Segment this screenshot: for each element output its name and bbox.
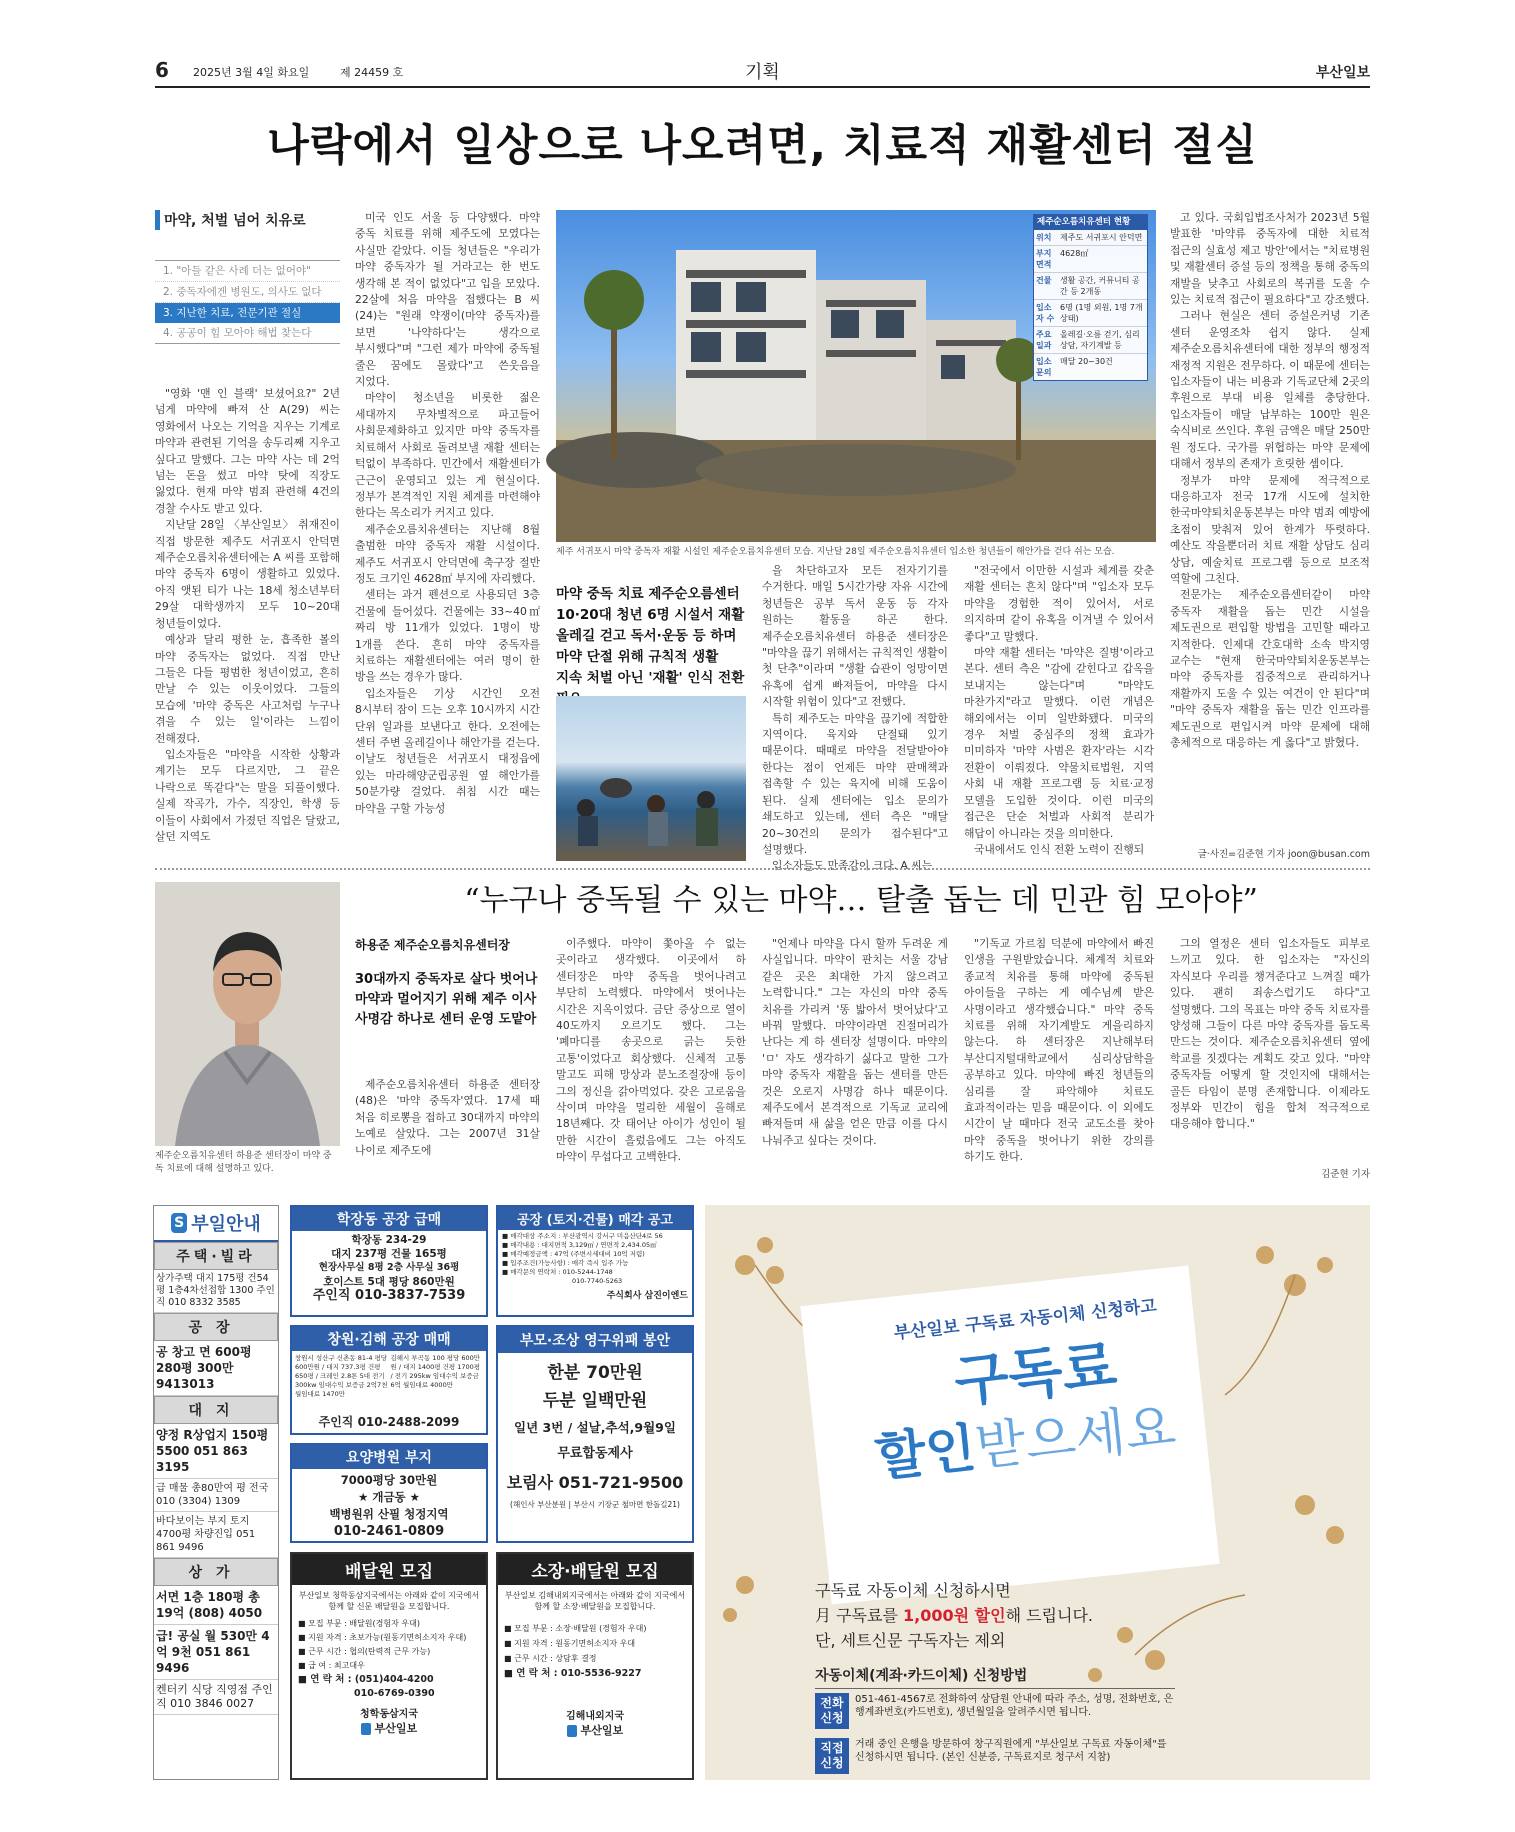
ad-row: ■ 급 여 : 최고대우 [298,1661,365,1670]
ad-row: ■ 근무 시간 : 협의(탄력적 근무 가능) [298,1647,431,1656]
promo-big-2a: 할인 [872,1418,979,1489]
ad-contact: 010-2461-0809 [333,1524,445,1539]
ad-memorial [496,1325,694,1543]
ad-body [292,1231,486,1303]
main-photo-caption: 제주 서귀포시 마약 중독자 재활 시설인 제주순오름치유센터 모습. 지난달 28일 제주순오름치유센터 입소한 청년들이 해안가를 걷다 쉬는 모습. [556,547,1115,557]
promo-desc-2 [815,1603,1235,1628]
interview-col-5 [1170,936,1370,1160]
info-value: 매달 20~30건 [1060,357,1113,366]
article-column-6 [1170,210,1370,840]
ad-title: 요양병원 부지 [292,1445,486,1469]
brand-logo-icon [361,1723,371,1735]
ad-body [292,1617,486,1701]
category-head: 공장 [154,1313,278,1341]
classified-item: 바다보이는 부지 토지 4700평 차량진입 051 861 9496 [154,1512,278,1558]
ad-body [292,1469,486,1540]
article-column-1 [155,386,340,861]
paragraph: 제주순오름치유센터 하용준 센터장(48)은 '마약 중독자'였다. 17세 때 처음 히로뽕을 접하고 30대까지 마약의 노예로 살았다. 그는 2007년 31살 나이로 제주도에 [355,1078,540,1157]
ad-title: 창원·김해 공장 매매 [292,1327,486,1351]
ad-line: 무료합동제사 [557,1446,633,1461]
series-item: 1. "아들 같은 사례 더는 없어야" [155,261,340,282]
method-label: 직접 신청 [815,1738,849,1774]
ad-title: 부모·조상 영구위패 봉안 [498,1327,692,1353]
series-box [155,210,340,370]
ad-line: 백병원위 산필 청정지역 [329,1507,449,1521]
paragraph: 을 차단하고자 모든 전자기기를 수거한다. 매일 5시간가량 자유 시간에 청년들은 공부 독서 운동 등 각자 원하는 활동을 하곤 한다. 제주순오름치유센터 하용준 센터장은 "마약을 끊기 위해서는 규칙적인 생활이 첫 단추"이라며 "생활 습관이 엉망이면 유혹에 쉽게 빠져들어, 마약을 다시 시작할 위험이 있다"고 전했다. [762,564,948,709]
promo-discount: 1,000원 할인 [903,1606,1006,1625]
classified-item: 공 창고 면 600평 280평 300만 9413013 [154,1341,278,1396]
issue-date: 2025년 3월 4일 화요일 [193,66,310,79]
ad-contact: 주인직 010-3837-7539 [312,1288,466,1303]
paragraph: "기독교 가르침 덕분에 마약에서 빠진 인생을 구원받았습니다. 체계적 치료와 종교적 치유를 통해 마약에 중독된 아이들을 구하는 게 예수님께 받은 사명이라고 생각했습니다." 마약 중독 치료를 위해 자기계발도 게을리하지 않는다. 하 센터장은 지난해부터 부산디지털대학교에서 심리상담학을 공부하고 있다. 마약에 빠진 청년들의 심리를 잘 파악해야 치료도 효과적이라는 믿음 때문이다. 이 외에도 시간이 날 때마다 전국 교도소를 찾아 마약 중독을 벗어나기 위한 강의를 하기도 한다. [964,937,1154,1164]
beach-photo [556,696,746,861]
interview-deck: 30대까지 중독자로 살다 벗어나 마약과 멀어지기 위해 제주 이사 사명감 하나로 센터 운영 도맡아 [355,972,538,1027]
paragraph: 그러나 현실은 센터 증설은커녕 기존 센터 운영조차 쉽지 않다. 실제 제주순오름치유센터에 대한 정부의 행정적 재정적 지원은 전무하다. 이 때문에 센터는 입소자들이 내는 비용과 기독교단체 2곳의 후원으로 부대 비용 일체를 충당한다. 입소자들이 매달 납부하는 100만 원은 숙식비로 쓰인다. 후원 금액은 매달 250만 원 정도다. 국가를 위협하는 마약 문제에 대해서 정부의 존재가 흐릿한 셈이다. [1170,309,1370,471]
ad-line: 현장사무실 8평 2층 사무실 36평 [318,1262,460,1273]
method-text: 거래 중인 은행을 방문하여 창구직원에게 "부산일보 구독료 자동이체"를 신청하시면 됩니다. (본인 신분증, 구독료지로 청구서 지참) [855,1739,1167,1763]
classified-item: 서면 1층 180평 총19억 (808) 4050 [154,1586,278,1625]
page-header [155,58,1370,88]
issue-number: 제 24459 호 [340,66,404,79]
interview-col-1 [355,1077,540,1187]
article-column-2 [355,210,540,861]
ad-row: ■ 지원 자격 : 초보가능(원동기면허소지자 우대) [298,1633,467,1642]
classified-item: 급! 공실 월 530만 4억 9천 051 861 9496 [154,1625,278,1680]
paragraph: 특히 제주도는 마약을 끊기에 적합한 지역이다. 육지와 단절돼 있기 때문이다. 때때로 마약을 전달받아야 한다는 점이 언제든 마약 판매책과 접촉할 수 있는 육지에 비해 도움이 된다. 실제 센터에는 입소 문의가 쇄도하고 있는데, 센터 측은 "매달 20~30건의 문의가 접수된다"고 설명했다. [762,711,948,856]
ad-line: ★ 개금동 ★ [358,1490,420,1504]
section-name: 기획 [745,62,780,83]
interview-col-3 [762,936,948,1186]
ad-sign: 청학동삼지국 [360,1709,418,1720]
byline: 글·사진=김준현 기자 joon@busan.com [1197,849,1370,860]
ad-row: ■ 모집 부문 : 소장·배달원 (경험자 우대) [504,1624,647,1633]
ad-intro: 부산일보 김해내외지국에서는 아래와 같이 지국에서 함께 할 소장·배달원을 모집합니다. [504,1591,686,1611]
ad-brand [498,1722,692,1738]
article-column-5 [964,563,1154,861]
interview-headline: “누구나 중독될 수 있는 마약… 탈출 돕는 데 민관 힘 모아야” [464,883,1258,918]
ad-body [498,1621,692,1681]
info-value: 4628㎡ [1060,249,1089,258]
ad-line: 두분 일백만원 [542,1391,648,1411]
classified-column [153,1205,279,1780]
paragraph: 제주순오름치유센터는 지난해 8월 출범한 마약 중독자 재활 시설이다. 제주도 서귀포시 안덕면에 축구장 절반 정도 크기인 4628㎡ 부지에 자리했다. [355,522,540,585]
interview-col-4 [964,936,1154,1186]
main-photo [556,210,1156,542]
brand-logo-icon: S [171,1213,187,1233]
category-head: 상가 [154,1558,278,1586]
paragraph: 마약 재활 센터는 '마약은 질병'이라고 본다. 센터 측은 "감에 갇힌다고 갑옥을 보내지는 않는다"며 "마약도 마찬가지"라고 말했다. 이런 개념은 해외에서는 이미 일반화됐다. 미국의 경우 처벌 중심주의 정책 효과가 미미하자 '마약 사범은 환자'라는 시각 전환이 이뤄졌다. 약물치료법원, 지역 사회 내 재활 프로그램 등 치료·교정 모델을 도입한 것이다. 이런 미국의 접근은 단순 처벌과 사회적 분리가 해답이 아니라는 것을 의미한다. [964,646,1154,840]
info-row [1034,230,1147,246]
classified-item: 급 매물 총80만여 평 전국 010 (3304) 1309 [154,1479,278,1512]
brand-logo-icon [567,1725,577,1737]
ad-line: ■ 매각대상 주소지 : 부산광역시 강서구 미음산단4로 56 [502,1232,663,1240]
method-label: 전화 신청 [815,1693,849,1729]
paragraph: "전국에서 이만한 시설과 체계를 갖춘 재활 센터는 흔치 않다"며 "입소자 모두 마약을 경험한 적이 있어서, 서로 의지하며 같이 유혹을 이겨낼 수 있어서 좋다"고 말했다. [964,564,1154,643]
paragraph: "언제나 마약을 다시 할까 두려운 게 사실입니다. 마약이 판치는 서울 강남 같은 곳은 최대한 가지 않으려고 노력합니다." 그는 자신의 마약 중독 치유를 가리켜 '똥 밟아서 벗어났다'고 바꿔 말했다. 마약이라면 진절머리가 난다는 게 하 센터장 설명이다. 마약의 'ㅁ' 자도 생각하기 싫다고 말한 그가 마약 중독자 재활을 돕는 센터를 만든 것은 오로지 사명감 하나 때문이다. 제주도에서 본격적으로 기독교 교리에 빠져들며 새 삶을 얻은 만큼 이를 다시 나눠주고 싶다는 것이다. [762,937,948,1147]
paragraph: 미국 인도 서울 등 다양했다. 마약 중독 치료를 위해 제주도에 모였다는 사실만 같았다. 이들 청년들은 "우리가 마약 중독자가 될 거라고는 한 번도 생각해 본 적이 없었다"고 입을 모았다. 22살에 처음 마약을 접했다는 B 씨(24)는 "원래 약쟁이(마약 중독자)를 보면 '나약하다'는 생각으로 부시했다"며 "그런 제가 마약에 중독될 줄은 꿈에도 몰랐다"고 쓴웃음을 지었다. [355,211,540,389]
series-title-text: 마약, 처벌 넘어 치유로 [164,213,306,229]
ad-line: 호이스트 5대 평당 860만원 [323,1276,455,1288]
ad-line: 7000평당 30만원 [340,1473,438,1487]
ad-brand-text: 부산일보 [580,1724,624,1737]
promo-desc-2a: 月 구독료를 [815,1606,903,1625]
ad-contact: 주인직 010-2488-2099 [318,1415,460,1429]
category-head: 대지 [154,1396,278,1424]
ad-body [498,1353,692,1511]
ad-row: ■ 연 락 처 : (051)404-4200 [298,1674,434,1685]
ad-row: ■ 연 락 처 : 010-5536-9227 [504,1668,642,1679]
article-column-4 [762,563,948,873]
info-row [1034,354,1147,380]
series-list [155,260,340,344]
ad-hospital-site [290,1443,488,1543]
ad-body [498,1230,692,1288]
paragraph: 입소자들도 만족감이 크다. A 씨는 [772,859,933,873]
classified-item: 상가주택 대지 175평 건54평 1층4차선접합 1300 주인직 010 8332 3585 [154,1270,278,1313]
paragraph: 국내에서도 인식 전환 노력이 진행되 [974,842,1145,856]
ad-contact: 보림사 051-721-9500 [506,1473,684,1492]
ad-line: 일년 3번 / 설날,추석,9월9일 [514,1420,676,1435]
ad-title: 소장·배달원 모집 [498,1554,692,1585]
promo-method-phone [815,1693,1175,1729]
ad-line: ■ 입주조건(가능사항) : 매각 즉시 입주 가능 [502,1259,629,1267]
paragraph: 입소자들은 기상 시간인 오전 8시부터 잠이 드는 오후 10시까지 시간 단위 일과를 보낸다고 한다. 오전에는 센터 주변 올레길이나 해안가를 걷는다. 이날도 청년들은 서귀포시 대정읍에 있는 마라해양군립공원 옆 해안가를 50분가량 걸었다. 취침 시간 때는 마약을 구할 가능성 [355,686,540,815]
promo-method-visit [815,1738,1175,1774]
ad-line: ■ 매각문의 연락처 : 010-5244-1748 [502,1268,613,1276]
info-row [1034,300,1147,327]
ad-line: ■ 매각예정금액 : 47억 (주변시세대비 10억 저렴) [502,1250,645,1258]
ad-line: 학장동 234-29 [351,1234,427,1246]
ad-line: 한분 70만원 [547,1363,643,1383]
info-value: 제주도 서귀포시 안덕면 [1060,233,1143,242]
ad-manager-recruit [496,1552,694,1780]
paragraph: 예상과 달리 평한 눈, 흡족한 볼의 마약 중독자는 없었다. 직접 만난 그들은 다들 평범한 청년이었고, 흔히 만날 수 있는 이웃이었다. 그들의 모습에 '마약 중독은 사고처럼 누구나 겪을 수 있는 일'이라는 느낌이 전해졌다. [155,633,340,745]
series-item: 2. 중독자에겐 병원도, 의사도 없다 [155,282,340,303]
info-key: 부지 면적 [1036,249,1052,269]
ad-line: ■ 매각내용 : 대지면적 3,129㎡ / 연면적 2,434.05㎡ [502,1241,657,1249]
section-divider [155,868,1370,870]
ad-changwon-factory [290,1325,488,1435]
ad-line: 대지 237평 건물 165평 [331,1248,447,1260]
promo-big-2b: 받으세요 [972,1397,1179,1479]
paragraph: 마약이 청소년을 비롯한 젊은 세대까지 무차별적으로 파고들어 사회문제화하고 있지만 마약 중독자를 치료해서 사회로 돌려보낼 재활 센터는 턱없이 부족하다. 민간에서 재활센터가 근근이 운영되고 있는 게 현실이다. 정부가 본격적인 지원 체계를 마련해야 한다는 목소리가 커지고 있다. [355,391,540,520]
method-text: 051-461-4567로 전화하여 상담원 안내에 따라 주소, 성명, 전화번호, 은행계좌번호(카드번호), 생년월일을 알려주시면 됩니다. [855,1694,1174,1718]
ad-intro: 부산일보 청학동삼지국에서는 아래와 같이 지국에서 함께 할 신문 배달원을 모집합니다. [298,1591,480,1611]
ad-factory-auction [496,1205,694,1317]
classified-brand-text: 부일안내 [191,1214,261,1235]
info-key: 위치 [1036,233,1052,242]
ad-row: 010-6769-0390 [354,1688,435,1699]
interviewee-name: 하용준 제주순오름치유센터장 [355,938,510,952]
headline: 나락에서 일상으로 나오려면, 치료적 재활센터 절실 [267,121,1258,171]
ad-brand [292,1720,486,1736]
interview-photo-caption: 제주순오름치유센터 하용준 센터장이 마약 중독 치료에 대해 설명하고 있다. [155,1151,332,1174]
ad-line: 010-7740-5263 [572,1277,623,1285]
ad-address: (해인사 부산분원 | 부산시 기장군 철마면 한돌길21) [510,1500,680,1509]
interview-col-2 [556,936,746,1186]
classified-item: 켄터키 식당 직영점 주인직 010 3846 0027 [154,1680,278,1715]
ad-delivery-recruit [290,1552,488,1780]
classified-brand [154,1206,278,1242]
portrait-illustration [155,882,340,1146]
series-title [155,210,340,230]
ad-sign: 김해내외지국 [566,1711,624,1722]
ad-left: 창원시 성산구 신촌동 81-4 평당 600만원 / 대지 737.3평 건평 650평 / 크레인 2.8톤 5대 전기 300kw 임대수익 보증금 2억7천 월임대료 1470만 [295,1354,388,1398]
ad-body [292,1351,486,1413]
paragraph: 지난달 28일 〈부산일보〉 취재진이 직접 방문한 제주도 서귀포시 안덕면 제주순오름치유센터에는 A 씨를 포함해 마약 중독자 6명이 생활하고 있었다. 아직 앳된 티가 나는 18세 청소년부터 29살 대학생까지 모두 10~20대 청년들이었다. [155,518,340,630]
subscription-promo [705,1205,1370,1780]
info-box-title: 제주순오름치유센터 현황 [1034,215,1147,230]
page-number: 6 [155,58,169,82]
ad-row: ■ 근무 시간 : 상담후 결정 [504,1654,597,1663]
ad-title: 학장동 공장 급매 [292,1207,486,1231]
paragraph: 센터는 과거 펜션으로 사용되던 3층 건물에 들어섰다. 건물에는 33~40㎡ 짜리 방 11개가 있었다. 1명이 방 1개를 쓴다. 흔히 마약 중독자를 치료하는 재활센터에는 여러 명이 한 방을 쓰는 경우가 많다. [355,588,540,684]
ad-title: 공장 (토지·건물) 매각 공고 [498,1207,692,1230]
info-value: 생활 공간, 커뮤니티 공간 등 2개동 [1060,276,1140,296]
category-head: 주택·빌라 [154,1242,278,1270]
paragraph: 이주했다. 마약이 쫓아올 수 없는 곳이라고 생각했다. 이곳에서 하 센터장은 마약 중독을 벗어나려고 부단히 노력했다. 마약에서 벗어나는 시간은 지옥이었다. 금단 증상으로 열이 40도까지 오르기도 했다. 그는 '폐마디를 송곳으로 긁는 듯한 고통'이었다고 회상했다. 신체적 고통 말고도 피해 망상과 분노조절장애 등이 그의 정신을 갉아먹었다. 갖은 고로움을 삭이며 마약을 멀리한 세월이 올해로 18년째다. 갓 태어난 아이가 성인이 될 만한 시간이 흘렀음에도 그는 아직도 마약이 무섭다고 고백한다. [556,937,746,1164]
paragraph: 고 있다. 국회입법조사처가 2023년 5월 발표한 '마약류 중독자에 대한 치료적 접근의 실효성 제고 방안'에서는 "치료병원 및 재활센터 증설 등의 정책을 통해 중독의 재발을 낮추고 사회로의 복귀를 도울 수 있는 치료적 접근이 필요하다"고 강조했다. [1170,211,1370,307]
paragraph: 전문가는 제주순오름센터같이 마약 중독자 재활을 돕는 민간 시설을 제도권으로 편입할 방법을 고민할 때라고 지적한다. 인제대 간호대학 소속 박지영 교수는 "현재 한국마약퇴치운동본부는 마약 중독자를 집중적으로 관리하거나 재활까지 도울 수 있는 여건이 안 된다"며 "마약 중독자 재활을 돕는 민간 인프라를 제도권으로 편입시켜 마약 문제에 대해 총체적으로 대응하는 게 옳다"고 밝혔다. [1170,588,1370,749]
promo-desc-3: 단, 세트신문 구독자는 제외 [815,1631,1006,1650]
ad-row: ■ 모집 부문 : 배달원(경험자 우대) [298,1619,420,1628]
info-key: 건물 [1036,276,1052,285]
info-row [1034,273,1147,300]
interview-photo [155,882,340,1146]
paragraph: 입소자들은 "마약을 시작한 상황과 계기는 모두 다르지만, 그 끝은 나락으로 똑같다"는 말을 되풀이했다. 실제 작곡가, 가수, 직장인, 학생 등 이들이 사회에서 가졌던 직업은 달랐고, 살던 지역도 [155,747,340,843]
promo-desc-2c: 해 드립니다. [1005,1606,1094,1625]
promo-method-title: 자동이체(계좌·카드이체) 신청방법 [815,1665,1175,1689]
series-item: 4. 공공이 힘 모아야 해법 찾는다 [163,327,312,339]
ad-brand-text: 부산일보 [374,1722,418,1735]
info-key: 입소 문의 [1036,357,1052,377]
beach-illustration [556,696,746,861]
ad-row: ■ 지원 자격 : 원동기면허소지자 우대 [504,1639,636,1648]
paragraph: 정부가 마약 문제에 적극적으로 대응하고자 전국 17개 시도에 설치한 한국마약퇴치운동본부는 마약 범죄 예방에 초점이 맞춰져 있어 한계가 뚜렷하다. 예산도 작을뿐더러 치료 재활 상담도 심리 상담, 예술치료 프로그램 등으로 보조적 역할에 그친다. [1170,473,1370,585]
classified-item: 양정 R상업지 150평 5500 051 863 3195 [154,1424,278,1479]
ad-right: 김해시 부곡동 100 평당 600만원 / 대지 1400평 건평 1700평 / 전기 295kw 임대수익 보증금 6억 월임대료 4000만 [390,1354,481,1389]
info-box [1033,214,1148,381]
promo-desc [815,1578,1235,1653]
promo-top-text: 부산일보 구독료 자동이체 신청하고 [892,1296,1158,1344]
info-value: 6명 (1명 외원, 1명 7개 상태) [1060,303,1143,323]
promo-desc-1: 구독료 자동이체 신청하시면 [815,1581,1011,1600]
paragraph: "영화 '맨 인 블랙' 보셨어요?" 2년 넘게 마약에 빠져 산 A(29) 씨는 영화에서 나오는 기억을 지우는 기계로 마약과 관련된 기억을 송두리째 지우고 싶다고 말했다. 그는 마약 사는 데 2억 넘는 돈을 썼고 마약 탓에 직장도 잃었다. 현재 마약 범죄 관련해 4건의 경찰 수사도 받고 있다. [155,387,340,515]
pullquote: 마약 중독 치료 제주순오름센터 10·20대 청년 6명 시설서 재활 올레길 걷고 독서·운동 등 하며 마약 단절 위해 규칙적 생활 지속 처벌 아닌 '재활' 인식 전환 [556,586,745,686]
series-item-active: 3. 지난한 치료, 전문기관 절실 [155,303,340,323]
promo-big-1: 구독료 [951,1333,1120,1416]
info-row [1034,327,1147,354]
info-row [1034,246,1147,273]
ad-company: 주식회사 삼진이엔드 [606,1291,688,1301]
info-key: 주요 일과 [1036,330,1052,350]
masthead: 부산일보 [1315,65,1370,81]
info-key: 입소자 수 [1036,303,1055,323]
interview-byline: 김준현 기자 [1321,1169,1370,1180]
paragraph: 그의 열정은 센터 입소자들도 피부로 느끼고 있다. 한 입소자는 "자신의 자식보다 우리를 챙겨준다고 느껴질 때가 있다. 괜히 죄송스럽기도 하다"고 설명했다. 그의 목표는 마약 중독 치료자를 양성해 그들이 다른 마약 중독자를 돕도록 만드는 것이다. 제주순오름치유센터 옆에 학교를 짓겠다는 계획도 갖고 있다. "마약 중독자들 어떻게 할 것인지에 대해서는 골든 타임이 분명 존재합니다. 이제라도 정부와 민간이 힘을 합쳐 적극적으로 대응해야 합니다." [1170,937,1370,1131]
ad-factory-sale [290,1205,488,1317]
ad-title: 배달원 모집 [292,1554,486,1585]
info-value: 올레길·오름 걷기, 심리상담, 자기계발 등 [1060,330,1140,350]
